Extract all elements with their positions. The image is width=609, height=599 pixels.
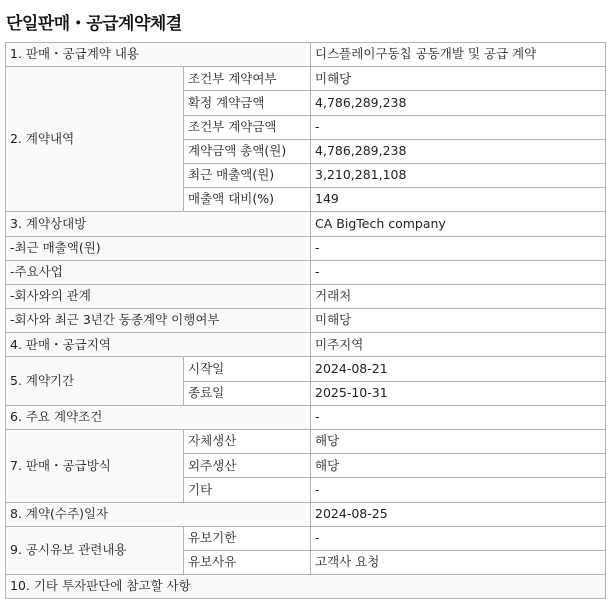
row-value: 거래처: [311, 284, 606, 308]
row-value: 미주지역: [311, 333, 606, 357]
row-label: -회사와 최근 3년간 동종계약 이행여부: [6, 309, 311, 333]
table-row: [6, 430, 606, 454]
table-row: [6, 67, 606, 91]
sub-label: 유보사유: [184, 550, 311, 574]
table-row: [6, 284, 606, 308]
table-row: [6, 526, 606, 550]
sub-label: 외주생산: [184, 454, 311, 478]
table-row: [6, 502, 606, 526]
row-label: 5. 계약기간: [6, 357, 184, 405]
sub-label: 조건부 계약여부: [184, 67, 311, 91]
sub-value: 4,786,289,238: [311, 139, 606, 163]
sub-value: 2024-08-21: [311, 357, 606, 381]
sub-value: 2025-10-31: [311, 381, 606, 405]
sub-label: 최근 매출액(원): [184, 163, 311, 187]
table-row: [6, 212, 606, 236]
table-row: [6, 575, 606, 599]
sub-label: 시작일: [184, 357, 311, 381]
sub-value: -: [311, 478, 606, 502]
sub-value: 해당: [311, 454, 606, 478]
table-row: [6, 333, 606, 357]
sub-value: 4,786,289,238: [311, 91, 606, 115]
sub-label: 확정 계약금액: [184, 91, 311, 115]
sub-value: 해당: [311, 430, 606, 454]
row-label: -최근 매출액(원): [6, 236, 311, 260]
table-row: [6, 357, 606, 381]
sub-value: 미해당: [311, 67, 606, 91]
row-value: 미해당: [311, 309, 606, 333]
row-value: 2024-08-25: [311, 502, 606, 526]
row-label: 7. 판매・공급방식: [6, 430, 184, 503]
row-value: 디스플레이구동칩 공동개발 및 공급 계약: [311, 43, 606, 67]
sub-value: 149: [311, 188, 606, 212]
sub-value: 3,210,281,108: [311, 163, 606, 187]
row-label: 9. 공시유보 관련내용: [6, 526, 184, 574]
sub-label: 매출액 대비(%): [184, 188, 311, 212]
row-label: 8. 계약(수주)일자: [6, 502, 311, 526]
sub-label: 조건부 계약금액: [184, 115, 311, 139]
table-row: [6, 260, 606, 284]
row-label: 4. 판매・공급지역: [6, 333, 311, 357]
table-row: [6, 405, 606, 429]
row-value: -: [311, 260, 606, 284]
sub-label: 자체생산: [184, 430, 311, 454]
row-label: 1. 판매・공급계약 내용: [6, 43, 311, 67]
sub-value: -: [311, 526, 606, 550]
sub-label: 유보기한: [184, 526, 311, 550]
row-label: 6. 주요 계약조건: [6, 405, 311, 429]
sub-label: 기타: [184, 478, 311, 502]
table-row: [6, 236, 606, 260]
table-row: [6, 309, 606, 333]
table-row: [6, 43, 606, 67]
row-label: -회사와의 관계: [6, 284, 311, 308]
row-value: -: [311, 405, 606, 429]
row-label: 10. 기타 투자판단에 참고할 사항: [6, 575, 606, 599]
row-value: CA BigTech company: [311, 212, 606, 236]
row-label: 3. 계약상대방: [6, 212, 311, 236]
sub-label: 계약금액 총액(원): [184, 139, 311, 163]
row-label: -주요사업: [6, 260, 311, 284]
sub-label: 종료일: [184, 381, 311, 405]
row-label: 2. 계약내역: [6, 67, 184, 212]
row-value: -: [311, 236, 606, 260]
page-title: 단일판매・공급계약체결: [6, 14, 182, 34]
disclosure-table: [5, 42, 606, 599]
sub-value: -: [311, 115, 606, 139]
sub-value: 고객사 요청: [311, 550, 606, 574]
